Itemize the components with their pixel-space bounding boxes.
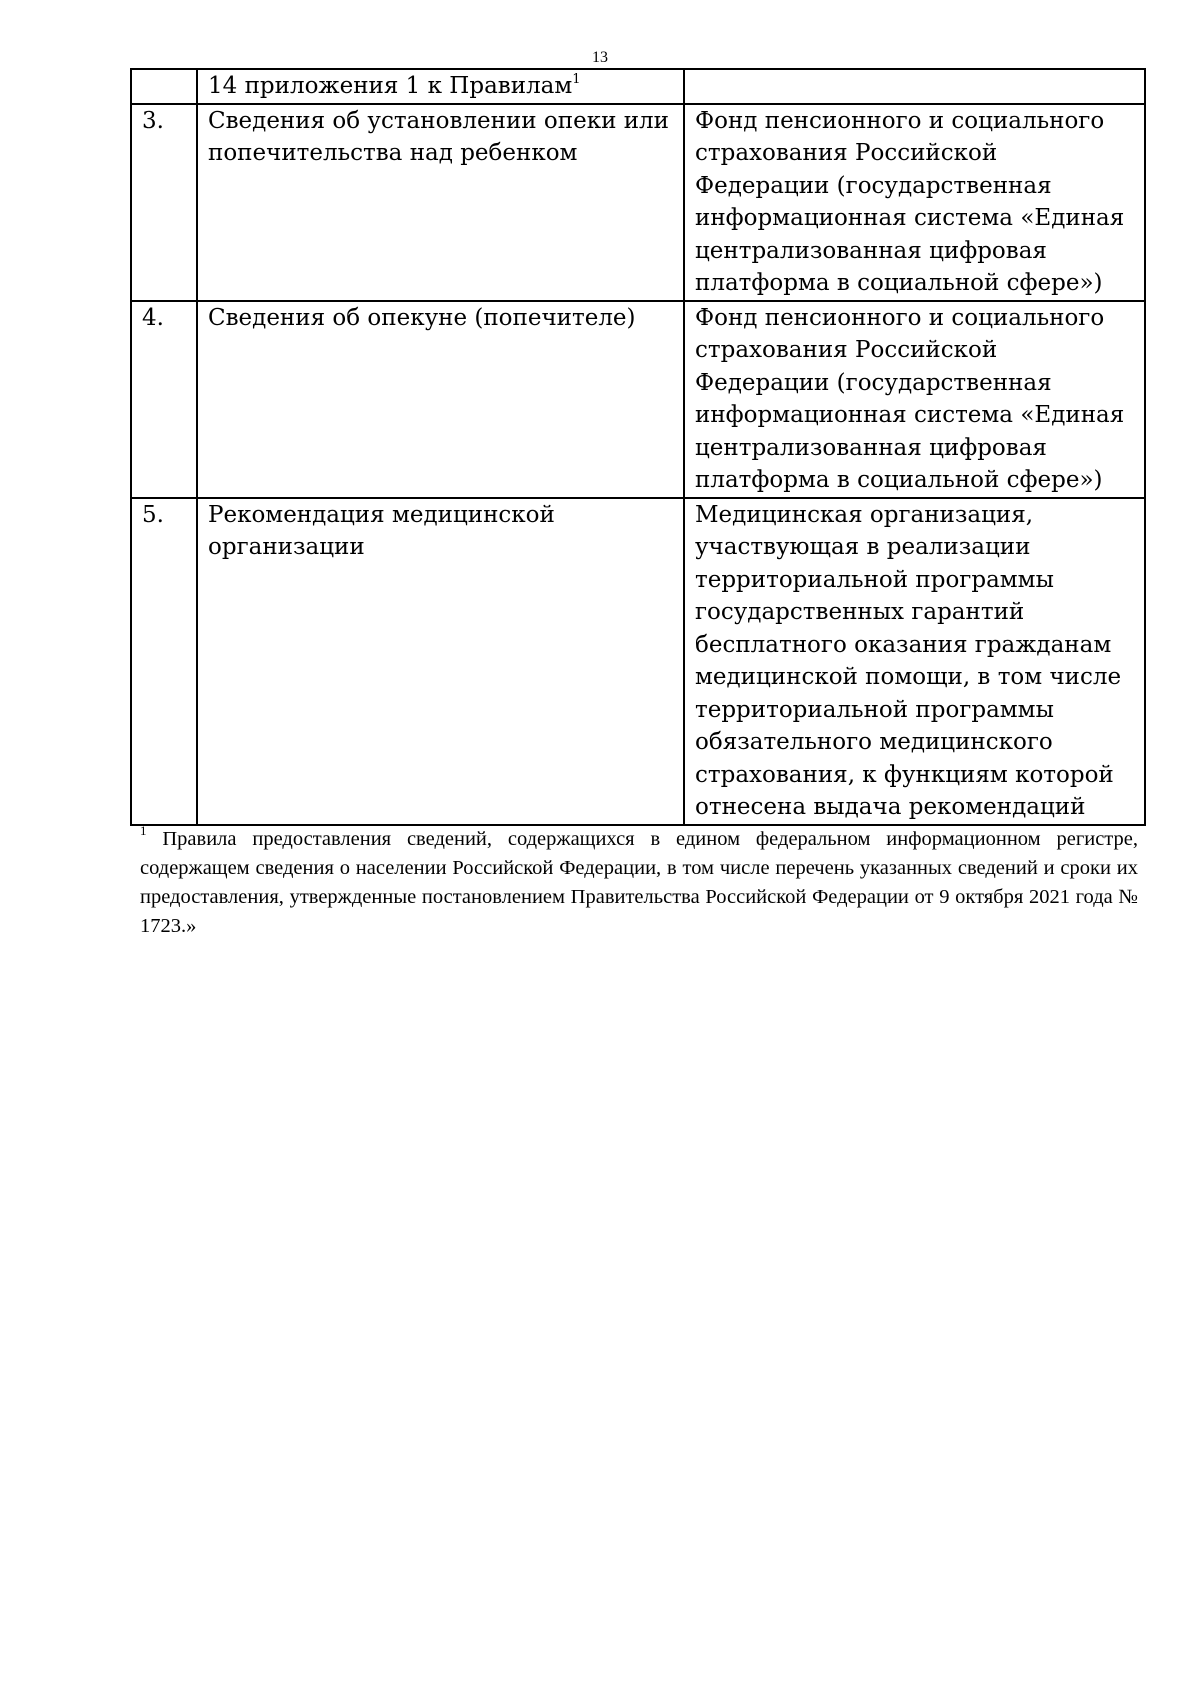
row-info: Сведения об установлении опеки или попечительства над ребенком bbox=[197, 104, 684, 301]
table-cell-empty bbox=[131, 69, 197, 104]
table-cell-continuation bbox=[197, 69, 684, 104]
row-info: Рекомендация медицинской организации bbox=[197, 498, 684, 825]
continuation-text: 14 приложения 1 к Правилам bbox=[208, 73, 573, 99]
footnote-text: Правила предоставления сведений, содержащихся в едином федеральном информационном регистре, содержащем сведения о населении Российской Федерации, в том числе перечень указанных сведений и сроки их предоставления, утвержденные постановлением Правительства Российской Федерации от 9 октября 2021 года № 1723.» bbox=[140, 828, 1138, 937]
table-row bbox=[131, 104, 1145, 301]
data-sources-table bbox=[130, 68, 1146, 826]
row-source: Фонд пенсионного и социального страхования Российской Федерации (государственная информационная система «Единая централизованная цифровая платформа в социальной сфере») bbox=[684, 104, 1145, 301]
row-number: 5. bbox=[131, 498, 197, 825]
row-info: Сведения об опекуне (попечителе) bbox=[197, 301, 684, 498]
row-source: Медицинская организация, участвующая в реализации территориальной программы государственных гарантий бесплатного оказания гражданам медицинской помощи, в том числе территориальной программы обязательного медицинского страхования, к функциям которой отнесена выдача рекомендаций bbox=[684, 498, 1145, 825]
table-row-continuation bbox=[131, 69, 1145, 104]
footnote-reference: 1 bbox=[572, 72, 581, 87]
footnote bbox=[140, 825, 1138, 941]
table-row bbox=[131, 498, 1145, 825]
table-cell-empty bbox=[684, 69, 1145, 104]
page-number: 13 bbox=[592, 49, 608, 66]
footnote-mark: 1 bbox=[140, 823, 147, 838]
table-row bbox=[131, 301, 1145, 498]
row-source: Фонд пенсионного и социального страхования Российской Федерации (государственная информационная система «Единая централизованная цифровая платформа в социальной сфере») bbox=[684, 301, 1145, 498]
row-number: 3. bbox=[131, 104, 197, 301]
row-number: 4. bbox=[131, 301, 197, 498]
